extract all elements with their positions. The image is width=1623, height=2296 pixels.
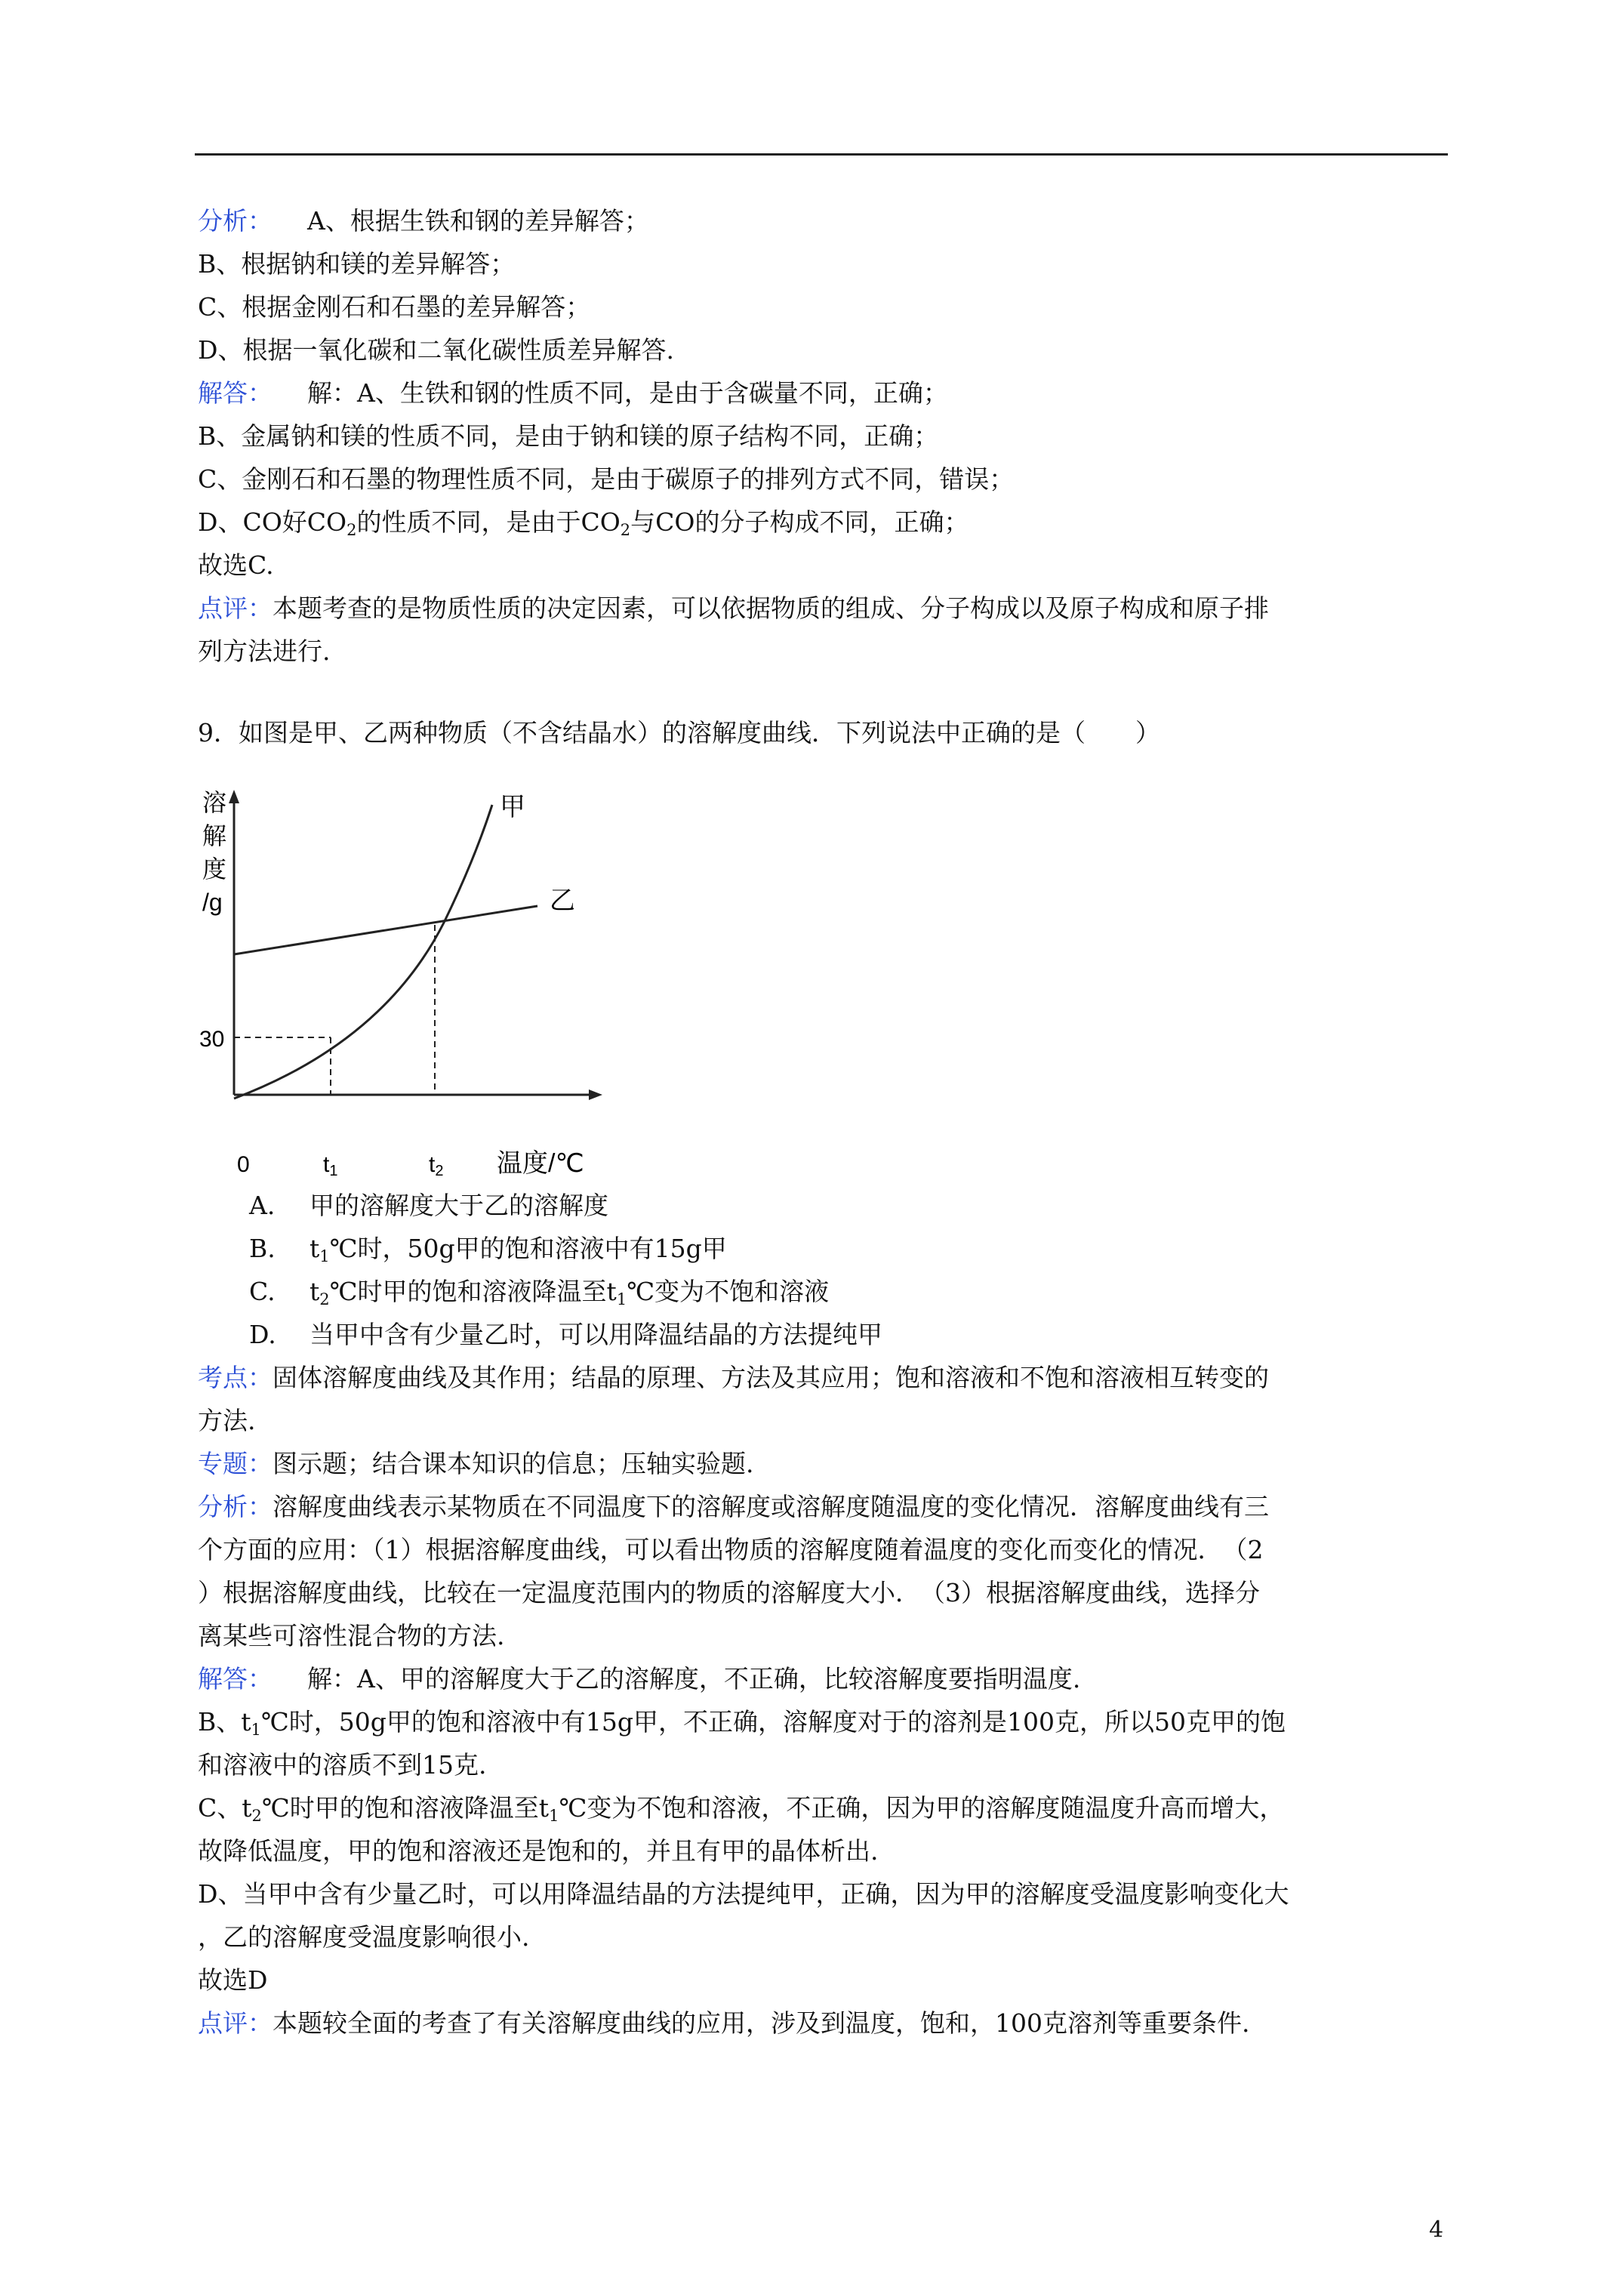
zhuanti-label: 专题： [198, 1449, 273, 1478]
solution-d: D、CO好$CO_2$的性质不同，是由于$CO_2$与CO的分子构成不同，正确； [198, 507, 969, 539]
page-number: 4 [1429, 2217, 1444, 2243]
question-8-explanation [198, 199, 1448, 673]
analysis-label: 分析： [198, 206, 273, 236]
question-9-stem-block [198, 711, 1448, 754]
xtick-t1: t1 [323, 1152, 338, 1179]
ylabel-char-3: 度 [202, 855, 227, 883]
series-jia-curve [234, 805, 492, 1099]
analysis-a: A、根据生铁和钢的差异解答； [307, 206, 649, 236]
comment-line-1: 本题考查的是物质性质的决定因素，可以依据物质的组成、分子构成以及原子构成和原子排 [273, 593, 1269, 623]
ylabel-char-4: /g [202, 889, 223, 916]
q9-solution-d2: ，乙的溶解度受温度影响很小. [198, 1922, 530, 1952]
solution-b: B、金属钠和镁的性质不同，是由于钠和镁的原子结构不同，正确； [198, 421, 939, 451]
analysis-d: D、根据一氧化碳和二氧化碳性质差异解答. [198, 335, 674, 365]
analysis-c: C、根据金刚石和石墨的差异解答； [198, 292, 591, 322]
q9-analysis-2: 个方面的应用：（1）根据溶解度曲线，可以看出物质的溶解度随着温度的变化而变化的情况． （2 [198, 1535, 1264, 1564]
q9-analysis-3: ）根据溶解度曲线，比较在一定温度范围内的物质的溶解度大小． （3）根据溶解度曲线，选择分 [198, 1578, 1260, 1607]
q9-solution-b1: B、$t_1℃$时，50g甲的饱和溶液中有15g甲，不正确，溶解度对于的溶剂是100克，所以50克甲的饱 [198, 1707, 1286, 1739]
question-9-options [198, 1184, 1448, 1356]
solution-c: C、金刚石和石墨的物理性质不同，是由于碳原子的排列方式不同，错误； [198, 464, 1015, 494]
option-a: A. 甲的溶解度大于乙的溶解度 [249, 1191, 608, 1220]
xlabel: 温度/℃ [497, 1149, 584, 1178]
ylabel-char-1: 溶 [202, 789, 227, 816]
solution-a: 解：A、生铁和钢的性质不同，是由于含碳量不同，正确； [307, 378, 948, 408]
q9-solution-d1: D、当甲中含有少量乙时，可以用降温结晶的方法提纯甲，正确，因为甲的溶解度受温度影响变化大 [198, 1879, 1289, 1909]
question-9-explanation [198, 1356, 1448, 2045]
q9-analysis-label: 分析： [198, 1492, 273, 1521]
q9-solution-label: 解答： [198, 1664, 273, 1693]
xtick-t2: t2 [429, 1152, 444, 1179]
xtick-0: 0 [237, 1152, 250, 1177]
q9-solution-c2: 故降低温度，甲的饱和溶液还是饱和的，并且有甲的晶体析出. [198, 1836, 879, 1866]
ytick-30: 30 [199, 1027, 225, 1052]
header-rule [195, 153, 1448, 156]
option-b: B. $t_1℃$时，50g甲的饱和溶液中有15g甲 [249, 1234, 727, 1265]
analysis-b: B、根据钠和镁的差异解答； [198, 249, 516, 279]
q9-answer: 故选D [198, 1965, 268, 1995]
option-d: D. 当甲中含有少量乙时，可以用降温结晶的方法提纯甲 [249, 1320, 882, 1349]
zhuanti-text: 图示题；结合课本知识的信息；压轴实验题. [273, 1449, 754, 1478]
option-c: C. $t_2℃$时甲的饱和溶液降温至$t_1℃$变为不饱和溶液 [249, 1277, 830, 1308]
q9-solution-a: 解：A、甲的溶解度大于乙的溶解度，不正确，比较溶解度要指明温度. [307, 1664, 1081, 1693]
answer: 故选C. [198, 550, 274, 580]
solution-label: 解答： [198, 378, 273, 408]
comment-label: 点评： [198, 593, 273, 623]
kaodian-label: 考点： [198, 1363, 273, 1392]
q9-solution-c1: C、$t_2℃$时甲的饱和溶液降温至$t_1℃$变为不饱和溶液，不正确，因为甲的溶解度随温度升高而增大， [198, 1793, 1285, 1825]
y-axis-arrow [229, 790, 239, 803]
ylabel-char-2: 解 [202, 822, 227, 849]
series-label-jia: 甲 [500, 793, 525, 821]
series-yi-line [234, 906, 537, 954]
question-9-stem: 9．如图是甲、乙两种物质（不含结晶水）的溶解度曲线．下列说法中正确的是（ ） [198, 718, 1160, 747]
solubility-chart-svg [195, 785, 602, 1185]
comment-line-2: 列方法进行. [198, 636, 331, 666]
solubility-chart [195, 785, 602, 1185]
q9-comment: 本题较全面的考查了有关溶解度曲线的应用，涉及到温度，饱和，100克溶剂等重要条件. [273, 2008, 1250, 2038]
q9-analysis-4: 离某些可溶性混合物的方法. [198, 1621, 505, 1650]
q9-analysis-1: 溶解度曲线表示某物质在不同温度下的溶解度或溶解度随温度的变化情况．溶解度曲线有三 [273, 1492, 1269, 1521]
kaodian-line-1: 固体溶解度曲线及其作用；结晶的原理、方法及其应用；饱和溶液和不饱和溶液相互转变的 [273, 1363, 1269, 1392]
q9-comment-label: 点评： [198, 2008, 273, 2038]
x-axis-arrow [589, 1089, 602, 1100]
q9-solution-b2: 和溶液中的溶质不到15克. [198, 1750, 487, 1780]
series-label-yi: 乙 [550, 886, 575, 915]
kaodian-line-2: 方法. [198, 1406, 256, 1435]
